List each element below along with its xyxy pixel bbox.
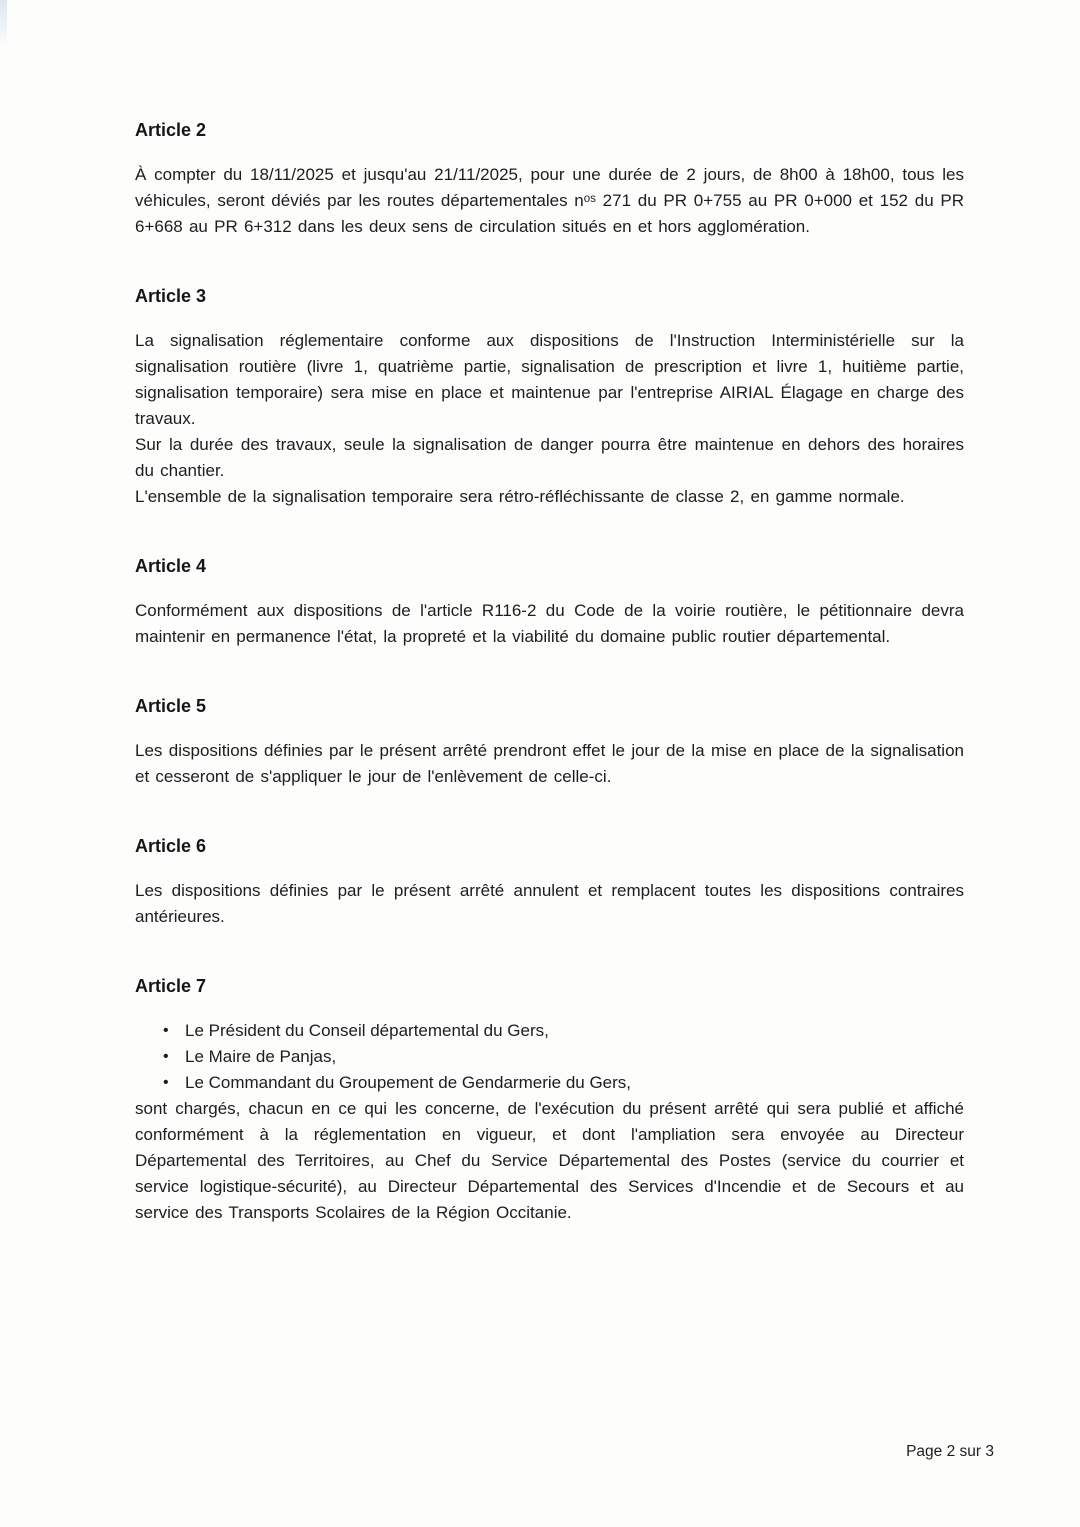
article-6-paragraph-1: Les dispositions définies par le présent arrêté annulent et remplacent toutes les dispositions contraires antérieures. [135, 881, 964, 926]
article-6-section [135, 836, 964, 930]
article-2-section [135, 120, 964, 240]
article-4-section [135, 556, 964, 650]
article-7-list [135, 1018, 964, 1096]
article-2-title: Article 2 [135, 120, 207, 140]
article-6-title: Article 6 [135, 836, 207, 856]
page-number: Page 2 sur 3 [906, 1443, 994, 1460]
article-5-section [135, 696, 964, 790]
article-7-title: Article 7 [135, 976, 207, 996]
article-3-section [135, 286, 964, 510]
article-4-title: Article 4 [135, 556, 207, 576]
scan-artifact [0, 0, 7, 48]
article-5-title: Article 5 [135, 696, 207, 716]
article-3-title: Article 3 [135, 286, 207, 306]
article-5-paragraph-1: Les dispositions définies par le présent arrêté prendront effet le jour de la mise en place de la signalisation et cesseront de s'appliquer le jour de l'enlèvement de celle-ci. [135, 741, 964, 786]
article-4-paragraph-1: Conformément aux dispositions de l'article R116-2 du Code de la voirie routière, le pétitionnaire devra maintenir en permanence l'état, la propreté et la viabilité du domaine public routier départemental. [135, 601, 964, 646]
article-3-paragraph-1: La signalisation réglementaire conforme aux dispositions de l'Instruction Interministérielle sur la signalisation routière (livre 1, quatrième partie, signalisation de prescription et livre 1, huitième partie, signalisation temporaire) sera mise en place et maintenue par l'entreprise AIRIAL Élagage en charge des travaux. [135, 331, 964, 428]
article-7-paragraph-1: sont chargés, chacun en ce qui les concerne, de l'exécution du présent arrêté qui sera publié et affiché conformément à la réglementation en vigueur, et dont l'ampliation sera envoyée au Directeur Départemental des Territoires, au Chef du Service Départemental des Postes (service du courrier et service logistique-sécurité), au Directeur Départemental des Services d'Incendie et de Secours et au service des Transports Scolaires de la Région Occitanie. [135, 1099, 964, 1222]
article-3-paragraph-3: L'ensemble de la signalisation temporaire sera rétro-réfléchissante de classe 2, en gamme normale. [135, 487, 905, 506]
list-item-president: • Le Président du Conseil départemental du Gers, [185, 1018, 964, 1044]
article-2-paragraph-1: À compter du 18/11/2025 et jusqu'au 21/11/2025, pour une durée de 2 jours, de 8h00 à 18h00, tous les véhicules, seront déviés par les routes départementales nᵒˢ 271 du PR 0+755 au PR 0+000 et 152 du PR 6+668 au PR 6+312 dans les deux sens de circulation situés en et hors agglomération. [135, 165, 964, 236]
article-7-section [135, 976, 964, 1226]
article-3-paragraph-2: Sur la durée des travaux, seule la signalisation de danger pourra être maintenue en dehors des horaires du chantier. [135, 435, 964, 480]
list-item-commandant: • Le Commandant du Groupement de Gendarmerie du Gers, [185, 1070, 964, 1096]
list-item-maire: • Le Maire de Panjas, [185, 1044, 964, 1070]
